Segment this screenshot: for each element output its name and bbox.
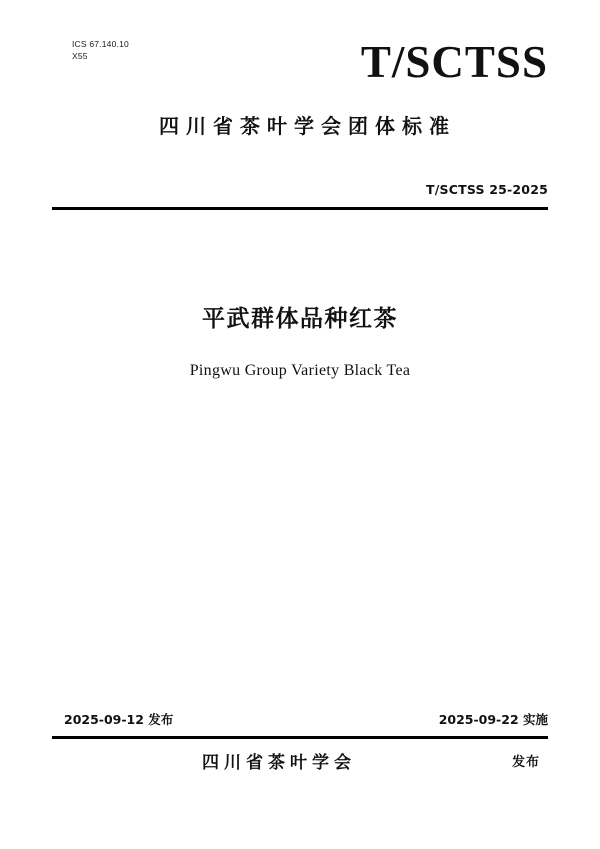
page-title-english: Pingwu Group Variety Black Tea xyxy=(189,362,411,379)
ccs-code: X55 xyxy=(72,51,88,62)
footer-dates xyxy=(52,710,548,730)
standard-mark-block xyxy=(228,37,548,87)
footer-divider xyxy=(52,736,548,739)
cover-content xyxy=(52,0,548,849)
issue-date: 2025-09-12 发布 xyxy=(64,712,174,727)
header-divider xyxy=(52,207,548,210)
page-title: 平武群体品种红茶 xyxy=(202,306,398,332)
publisher-row xyxy=(52,748,548,776)
publisher-name: 四川省茶叶学会 xyxy=(202,753,356,773)
publish-action-label: 发布 xyxy=(511,755,540,770)
standard-number: T/SCTSS 25-2025 xyxy=(426,182,548,197)
effective-date: 2025-09-22 实施 xyxy=(438,712,548,727)
society-standard-line: 四川省茶叶学会团体标准 xyxy=(159,114,456,138)
standard-mark: T/SCTSS xyxy=(360,37,548,87)
ics-code: ICS 67.140.10 xyxy=(72,39,129,49)
ics-classification-block xyxy=(72,38,129,63)
